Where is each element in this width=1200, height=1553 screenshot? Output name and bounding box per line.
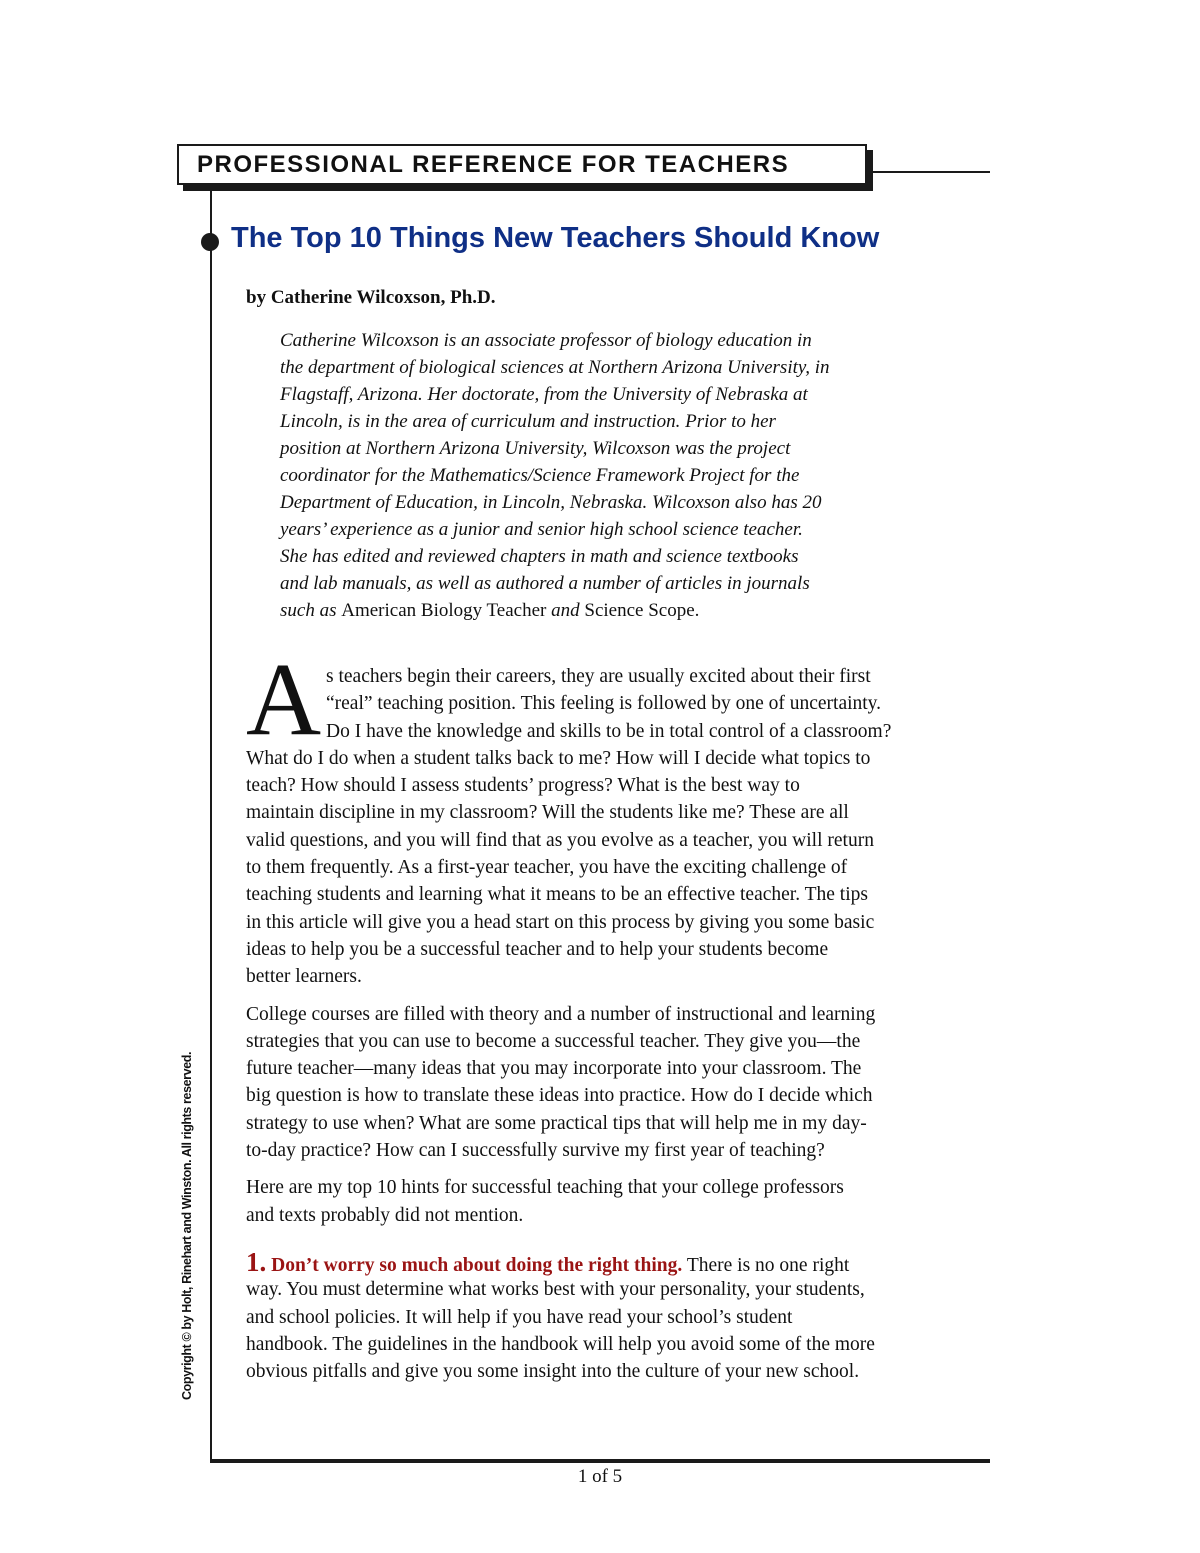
body-line: valid questions, and you will find that as you evolve as a teacher, you will return [246, 829, 874, 851]
body-line: obvious pitfalls and give you some insight into the culture of your new school. [246, 1361, 860, 1383]
body-line: s teachers begin their careers, they are usually excited about their first [326, 666, 871, 687]
tip-1 [246, 1246, 1006, 1385]
body-line: future teacher—many ideas that you may incorporate into your classroom. The [246, 1058, 862, 1080]
body-line: handbook. The guidelines in the handbook will help you avoid some of the more [246, 1333, 875, 1355]
body-line: strategies that you can use to become a successful teacher. They give you—the [246, 1030, 861, 1052]
bio-line: Catherine Wilcoxson is an associate professor of biology education in [280, 330, 812, 351]
bio-line-last [280, 597, 980, 624]
body-line: way. You must determine what works best with your personality, your students, [246, 1279, 865, 1301]
body-line: to-day practice? How can I successfully survive my first year of teaching? [246, 1140, 825, 1162]
body-line: “real” teaching position. This feeling is followed by one of uncertainty. [326, 693, 882, 715]
bio-line: the department of biological sciences at Northern Arizona University, in [280, 357, 830, 378]
bio-line: coordinator for the Mathematics/Science Framework Project for the [280, 465, 800, 486]
body-line: and school policies. It will help if you have read your school’s student [246, 1306, 793, 1328]
margin-rule [210, 191, 212, 1461]
body-line: in this article will give you a head start on this process by giving you some basic [246, 911, 875, 933]
body-line: maintain discipline in my classroom? Will the students like me? These are all [246, 802, 849, 824]
footer-rule [210, 1459, 990, 1463]
journal-title: Science Scope [584, 600, 695, 621]
article-body [246, 663, 1006, 1385]
page-number: 1 of 5 [577, 1466, 623, 1487]
tip-first-line [246, 1246, 1006, 1277]
tip-text: There is no one right [682, 1254, 850, 1276]
body-line: better learners. [246, 966, 362, 988]
byline: by Catherine Wilcoxson, Ph.D. [246, 287, 496, 308]
tip-number: 1. [246, 1246, 267, 1277]
tip-heading: Don’t worry so much about doing the right thing. [271, 1254, 683, 1276]
bio-text: such as [280, 600, 342, 621]
body-line: and texts probably did not mention. [246, 1204, 524, 1226]
drop-cap: A [246, 642, 322, 757]
paragraph-college [246, 1001, 1006, 1165]
author-bio [280, 327, 980, 624]
bio-line: and lab manuals, as well as authored a number of articles in journals [280, 573, 810, 594]
bio-line: Flagstaff, Arizona. Her doctorate, from the University of Nebraska at [280, 384, 808, 405]
article-title: The Top 10 Things New Teachers Should Know [231, 222, 880, 254]
body-line: ideas to help you be a successful teacher and to help your students become [246, 938, 829, 960]
paragraph-hints [246, 1174, 1006, 1229]
body-line: What do I do when a student talks back to me? How will I decide what topics to [246, 747, 871, 769]
bullet-icon [201, 233, 219, 251]
bio-line: She has edited and reviewed chapters in math and science textbooks [280, 546, 799, 567]
body-line: College courses are filled with theory and a number of instructional and learning [246, 1003, 876, 1025]
bio-line: Lincoln, is in the area of curriculum and instruction. Prior to her [280, 411, 776, 432]
bio-line: position at Northern Arizona University, Wilcoxson was the project [280, 438, 791, 459]
bio-text: . [694, 600, 700, 621]
bio-line: Department of Education, in Lincoln, Nebraska. Wilcoxson also has 20 [280, 492, 822, 513]
section-banner [177, 144, 867, 185]
body-line: to them frequently. As a first-year teacher, you have the exciting challenge of [246, 857, 848, 879]
body-line: Do I have the knowledge and skills to be in total control of a classroom? [326, 720, 892, 742]
bio-text: and [546, 600, 585, 621]
bio-line: years’ experience as a junior and senior high school science teacher. [280, 519, 803, 540]
journal-title: American Biology Teacher [341, 600, 547, 621]
body-line: teach? How should I assess students’ progress? What is the best way to [246, 775, 800, 797]
body-line: big question is how to translate these ideas into practice. How do I decide which [246, 1085, 873, 1107]
body-line: strategy to use when? What are some practical tips that will help me in my day- [246, 1112, 867, 1134]
paragraph-intro [246, 663, 1006, 991]
banner-rule [873, 171, 990, 173]
body-line: teaching students and learning what it means to be an effective teacher. The tips [246, 884, 868, 906]
banner-text: PROFESSIONAL REFERENCE FOR TEACHERS [197, 150, 790, 178]
body-line: Here are my top 10 hints for successful teaching that your college professors [246, 1177, 844, 1199]
copyright-notice: Copyright © by Holt, Rinehart and Winston. All rights reserved. [180, 1051, 194, 1400]
